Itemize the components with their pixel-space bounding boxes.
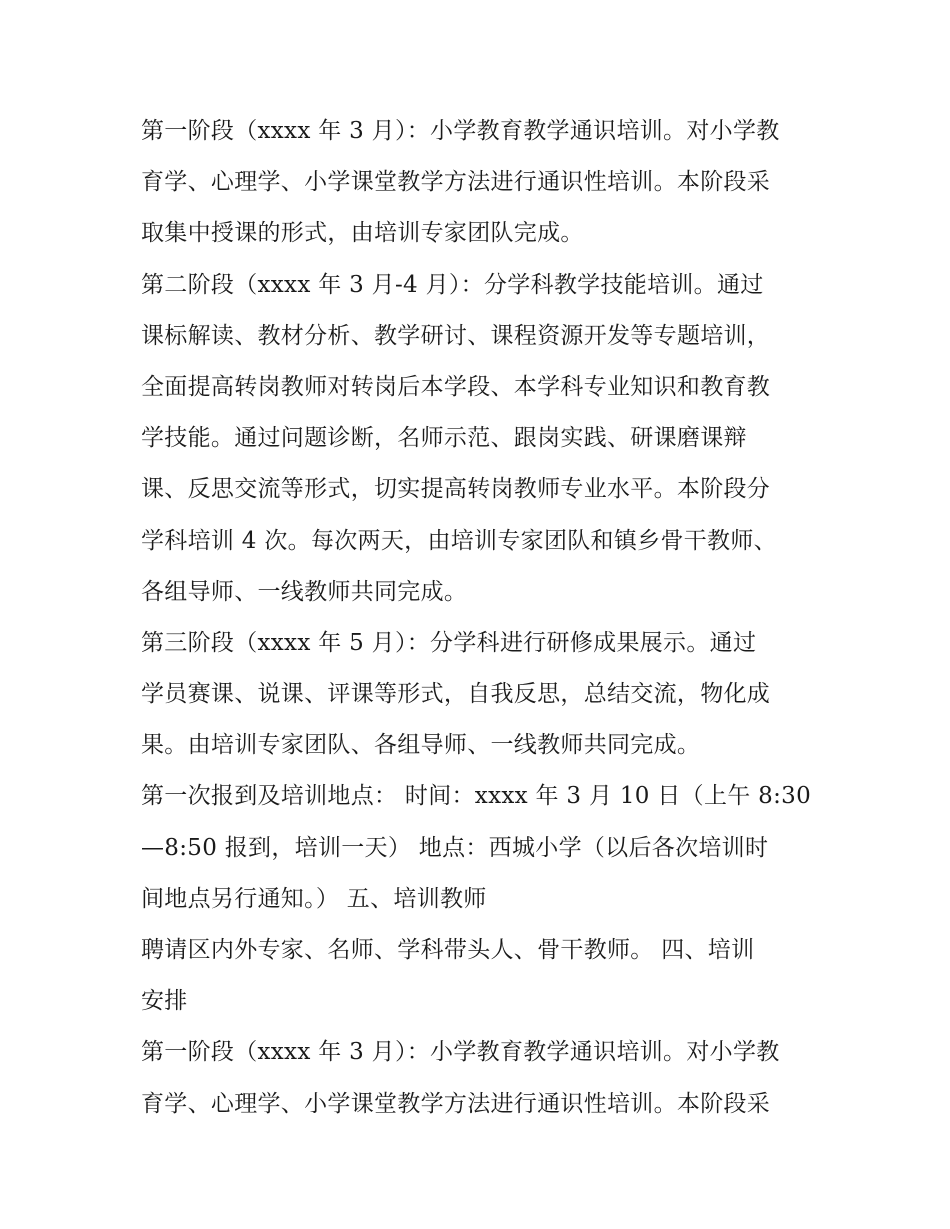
text-line: —8:50 报到，培训一天） 地点：西城小学（以后各次培训时	[141, 834, 769, 861]
text-line: 安排	[141, 988, 188, 1015]
text-line: 第二阶段（xxxx 年 3 月-4 月）：分学科教学技能培训。通过	[141, 271, 764, 298]
text-line: 果。由培训专家团队、各组导师、一线教师共同完成。	[141, 732, 701, 759]
text-line: 各组导师、一线教师共同完成。	[141, 578, 468, 605]
text-line: 第一阶段（xxxx 年 3 月）：小学教育教学通识培训。对小学教	[141, 1039, 780, 1066]
text-line: 间地点另行通知。） 五、培训教师	[141, 885, 487, 912]
text-line: 育学、心理学、小学课堂教学方法进行通识性培训。本阶段采	[141, 1090, 771, 1117]
text-line: 学科培训 4 次。每次两天，由培训专家团队和镇乡骨干教师、	[141, 527, 777, 554]
text-line: 取集中授课的形式，由培训专家团队完成。	[141, 220, 584, 247]
text-line: 第一次报到及培训地点： 时间：xxxx 年 3 月 10 日（上午 8:30	[141, 783, 812, 810]
text-line: 聘请区内外专家、名师、学科带头人、骨干教师。 四、培训	[141, 937, 755, 963]
text-line: 第三阶段（xxxx 年 5 月）：分学科进行研修成果展示。通过	[141, 629, 757, 656]
text-line: 第一阶段（xxxx 年 3 月）：小学教育教学通识培训。对小学教	[141, 118, 780, 144]
text-line: 课、反思交流等形式，切实提高转岗教师专业水平。本阶段分	[141, 476, 771, 503]
text-line: 课标解读、教材分析、教学研讨、课程资源开发等专题培训，	[141, 322, 771, 349]
document-body	[141, 106, 821, 1130]
text-line: 学技能。通过问题诊断，名师示范、跟岗实践、研课磨课辩	[141, 425, 747, 452]
text-line: 育学、心理学、小学课堂教学方法进行通识性培训。本阶段采	[141, 169, 771, 196]
text-line: 全面提高转岗教师对转岗后本学段、本学科专业知识和教育教	[141, 373, 771, 400]
text-line: 学员赛课、说课、评课等形式，自我反思，总结交流，物化成	[141, 681, 771, 708]
